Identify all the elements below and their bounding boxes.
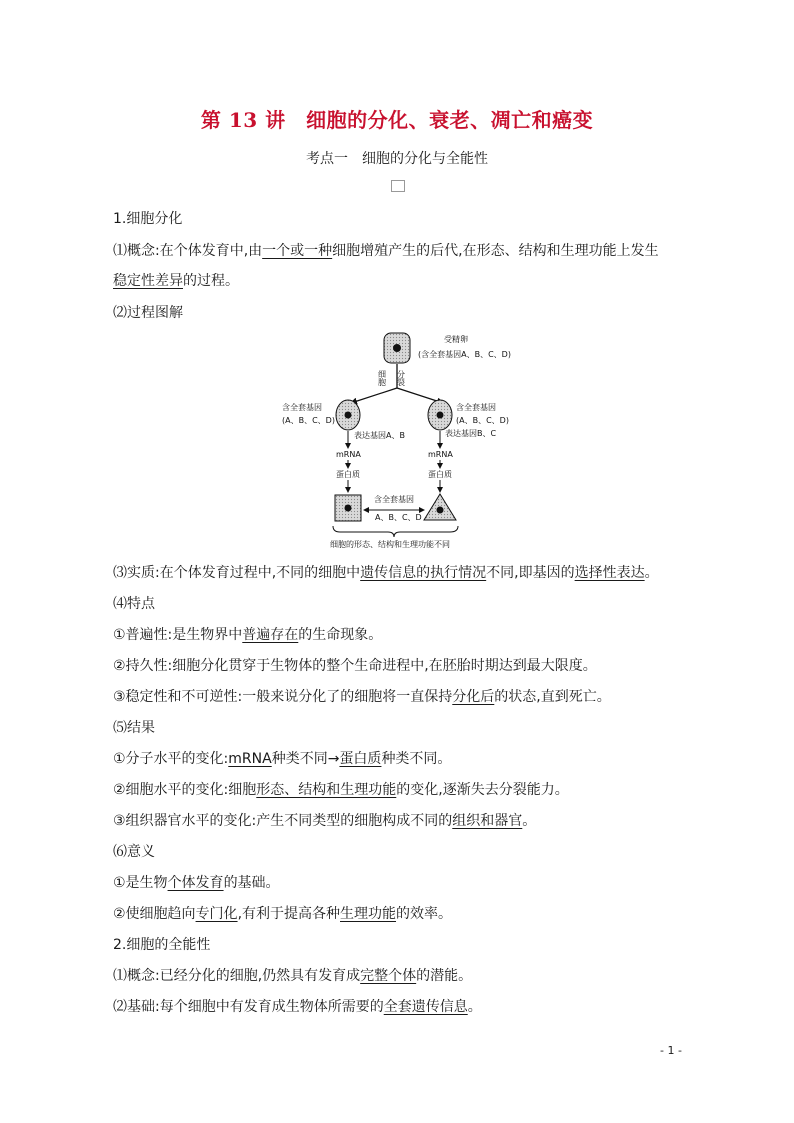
feature-1: ①普遍性:是生物界中普遍存在的生命现象。	[113, 627, 383, 643]
left-genes-1: 含全套基因	[282, 403, 322, 412]
underlined-term: 分化后	[452, 689, 495, 705]
feature-3: ③稳定性和不可逆性:一般来说分化了的细胞将一直保持分化后的状态,直到死亡。	[113, 689, 611, 705]
result-3: ③组织器官水平的变化:产生不同类型的细胞构成不同的组织和器官。	[113, 813, 537, 829]
heading-totipotency: 2.细胞的全能性	[113, 937, 211, 953]
underlined-term: 专门化	[195, 906, 238, 922]
results-heading: ⑸结果	[113, 720, 155, 736]
significance-2: ②使细胞趋向专门化,有利于提高各种生理功能的效率。	[113, 906, 453, 922]
brace	[333, 526, 458, 537]
right-genes-2: (A、B、C、D)	[456, 416, 509, 425]
underlined-term: 组织和器官	[452, 813, 523, 829]
page-title: 第 13 讲 细胞的分化、衰老、凋亡和癌变	[200, 108, 594, 132]
page-number: - 1 -	[660, 1044, 682, 1057]
underlined-term: 全套遗传信息	[383, 999, 468, 1015]
mrna-right: mRNA	[428, 450, 453, 459]
mrna-left: mRNA	[336, 450, 361, 459]
underlined-term: 选择性表达	[574, 565, 645, 581]
result-1: ①分子水平的变化:mRNA种类不同→蛋白质种类不同。	[113, 751, 452, 767]
underlined-term: 遗传信息的执行情况	[360, 565, 487, 581]
underlined-term: 完整个体	[360, 968, 417, 984]
protein-right: 蛋白质	[428, 470, 452, 479]
division-label-2: 分裂	[396, 370, 406, 386]
process-diagram-heading: ⑵过程图解	[113, 305, 183, 321]
bottom-genes-1: 含全套基因	[374, 495, 414, 504]
underlined-term: 生理功能	[340, 906, 397, 922]
underlined-term: 普遍存在	[242, 627, 299, 643]
heading-cell-differentiation: 1.细胞分化	[113, 211, 183, 227]
left-express: 表达基因A、B	[354, 431, 405, 440]
totipotency-basis: ⑵基础:每个细胞中有发育成生物体所需要的全套遗传信息。	[113, 999, 482, 1015]
right-express: 表达基因B、C	[445, 429, 497, 438]
totipotency-concept: ⑴概念:已经分化的细胞,仍然具有发育成完整个体的潜能。	[113, 968, 473, 984]
concept-line-1: ⑴概念:在个体发育中,由一个或一种细胞增殖产生的后代,在形态、结构和生理功能上发生	[113, 243, 659, 259]
small-mark-icon	[391, 180, 405, 192]
underlined-term: 形态、结构和生理功能	[256, 782, 397, 798]
essence-line: ⑶实质:在个体发育过程中,不同的细胞中遗传信息的执行情况不同,即基因的选择性表达。	[113, 565, 659, 581]
result-2: ②细胞水平的变化:细胞形态、结构和生理功能的变化,逐渐失去分裂能力。	[113, 782, 569, 798]
underlined-term: 稳定性差异	[113, 273, 183, 289]
underlined-term: 一个或一种	[262, 243, 333, 259]
significance-1: ①是生物个体发育的基础。	[113, 875, 280, 891]
zygote-genes: (含全套基因A、B、C、D)	[418, 350, 511, 359]
underlined-term: mRNA	[228, 751, 272, 767]
bottom-genes-2: A、B、C、D	[375, 513, 422, 522]
features-heading: ⑷特点	[113, 596, 155, 612]
right-genes-1: 含全套基因	[456, 403, 496, 412]
feature-2: ②持久性:细胞分化贯穿于生物体的整个生命进程中,在胚胎时期达到最大限度。	[113, 658, 597, 674]
zygote-label: 受精卵	[444, 335, 468, 344]
diagram-caption: 细胞的形态、结构和生理功能不同	[330, 540, 450, 549]
protein-left: 蛋白质	[336, 470, 360, 479]
concept-line-2: 稳定性差异的过程。	[113, 273, 239, 289]
division-label-1: 细胞	[377, 370, 387, 386]
significance-heading: ⑹意义	[113, 844, 155, 860]
left-genes-2: (A、B、C、D)	[282, 416, 335, 425]
underlined-term: 个体发育	[167, 875, 224, 891]
cell-differentiation-diagram	[278, 330, 514, 552]
section-subtitle: 考点一 细胞的分化与全能性	[306, 151, 488, 167]
underlined-term: 蛋白质	[339, 751, 382, 767]
